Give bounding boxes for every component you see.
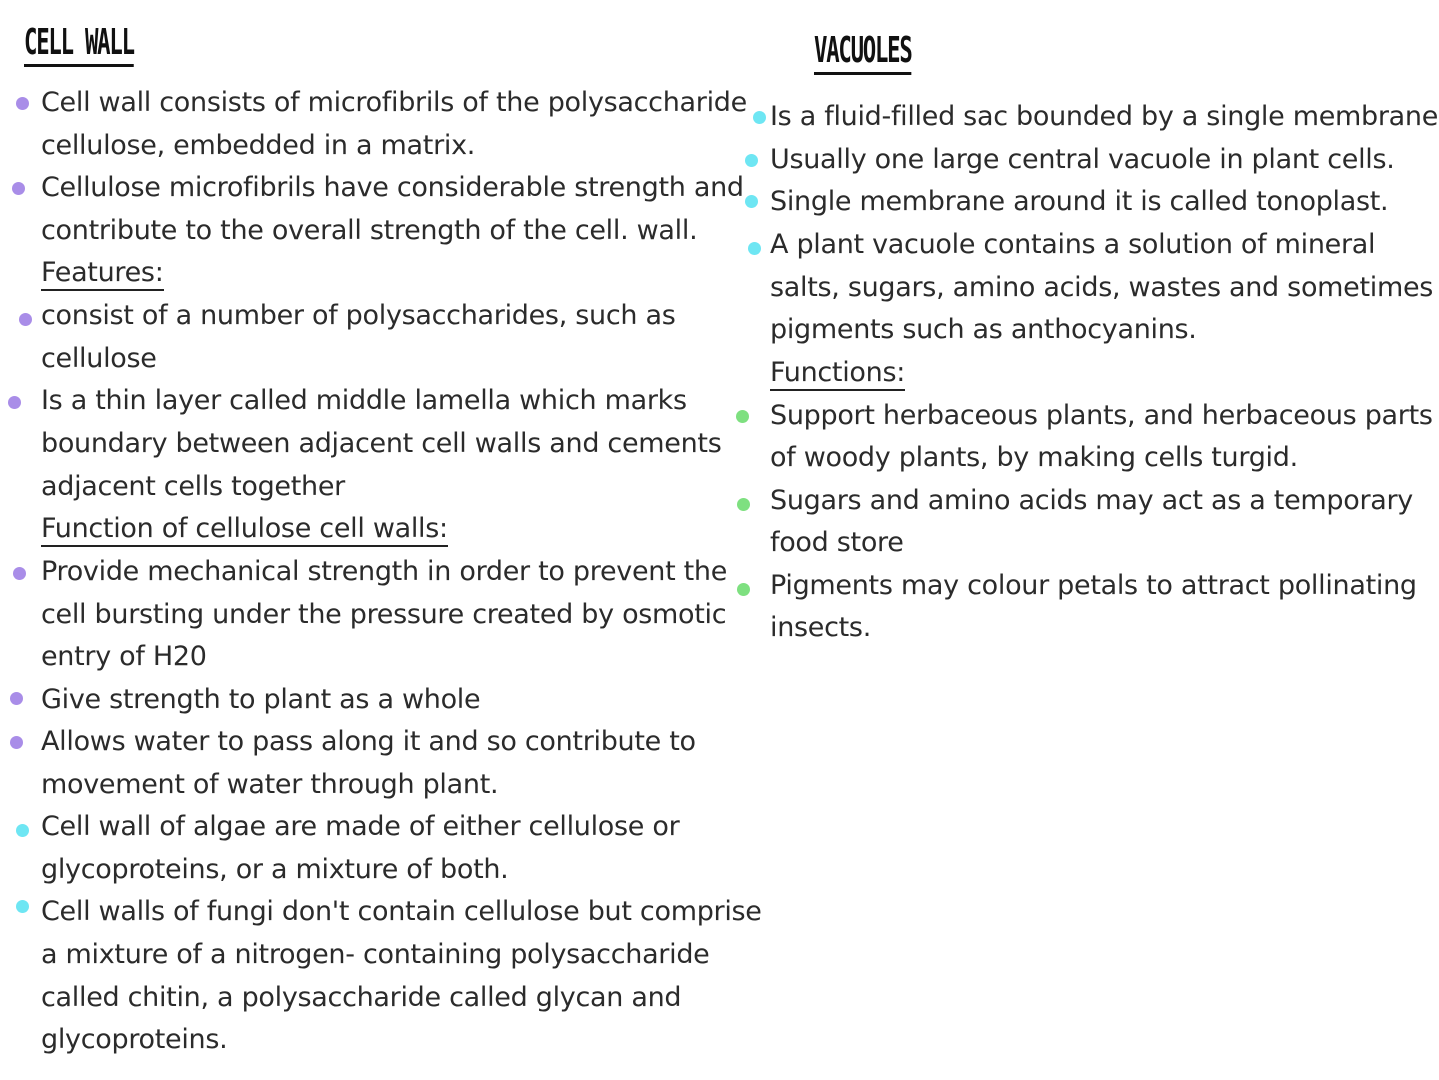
vacuoles-b7-line1: Pigments may colour petals to attract pollinating bbox=[770, 570, 1417, 601]
cell-wall-b8-line1: Cell wall of algae are made of either cellulose or bbox=[41, 811, 680, 842]
vacuoles-heading: VACUOLES bbox=[814, 32, 912, 75]
vacuoles-b4-line3: pigments such as anthocyanins. bbox=[770, 314, 1197, 345]
bullet-dot-icon bbox=[8, 396, 21, 409]
cell-wall-b7-line1: Allows water to pass along it and so contribute to bbox=[41, 726, 696, 757]
vacuoles-b6-line1: Sugars and amino acids may act as a temporary bbox=[770, 485, 1413, 516]
vacuoles-b2-line1: Usually one large central vacuole in plant cells. bbox=[770, 144, 1395, 175]
cell-wall-b4-line1: Is a thin layer called middle lamella which marks bbox=[41, 385, 687, 416]
features-subheading: Features: bbox=[41, 257, 164, 291]
bullet-dot-icon bbox=[16, 900, 29, 913]
cell-wall-b4-line2: boundary between adjacent cell walls and cements bbox=[41, 428, 722, 459]
cell-wall-b2-line2: contribute to the overall strength of the cell. wall. bbox=[41, 215, 698, 246]
bullet-dot-icon bbox=[16, 97, 29, 110]
bullet-dot-icon bbox=[19, 313, 32, 326]
functions-subheading: Functions: bbox=[770, 357, 905, 391]
vacuoles-b4-line2: salts, sugars, amino acids, wastes and sometimes bbox=[770, 272, 1434, 303]
bullet-dot-icon bbox=[745, 195, 758, 208]
cell-wall-b8-line2: glycoproteins, or a mixture of both. bbox=[41, 854, 509, 885]
bullet-dot-icon bbox=[748, 242, 761, 255]
vacuoles-b3-line1: Single membrane around it is called tonoplast. bbox=[770, 186, 1389, 217]
vacuoles-b5-line1: Support herbaceous plants, and herbaceous parts bbox=[770, 400, 1433, 431]
bullet-dot-icon bbox=[12, 182, 25, 195]
vacuoles-b6-line2: food store bbox=[770, 527, 904, 558]
vacuoles-b7-line2: insects. bbox=[770, 612, 871, 643]
vacuoles-b5-line2: of woody plants, by making cells turgid. bbox=[770, 442, 1298, 473]
cell-wall-b9-line1: Cell walls of fungi don't contain cellulose but comprise bbox=[41, 896, 762, 927]
cell-wall-b9-line3: called chitin, a polysaccharide called glycan and bbox=[41, 982, 682, 1013]
cell-wall-b4-line3: adjacent cells together bbox=[41, 471, 345, 502]
bullet-dot-icon bbox=[737, 498, 750, 511]
bullet-dot-icon bbox=[737, 583, 750, 596]
function-subheading: Function of cellulose cell walls: bbox=[41, 513, 448, 547]
cell-wall-b9-line2: a mixture of a nitrogen- containing polysaccharide bbox=[41, 939, 710, 970]
cell-wall-b9-line4: glycoproteins. bbox=[41, 1024, 228, 1055]
cell-wall-b5-line2: cell bursting under the pressure created by osmotic bbox=[41, 599, 727, 630]
bullet-dot-icon bbox=[736, 410, 749, 423]
vacuoles-b1-line1: Is a fluid-filled sac bounded by a single membrane bbox=[770, 101, 1439, 132]
vacuoles-b4-line1: A plant vacuole contains a solution of mineral bbox=[770, 229, 1376, 260]
cell-wall-heading: CELL WALL bbox=[24, 24, 134, 67]
bullet-dot-icon bbox=[10, 736, 23, 749]
cell-wall-b3-line2: cellulose bbox=[41, 343, 157, 374]
cell-wall-b1-line1: Cell wall consists of microfibrils of the polysaccharide bbox=[41, 87, 747, 118]
bullet-dot-icon bbox=[16, 824, 29, 837]
cell-wall-b6-line1: Give strength to plant as a whole bbox=[41, 684, 481, 715]
bullet-dot-icon bbox=[753, 111, 766, 124]
bullet-dot-icon bbox=[745, 154, 758, 167]
bullet-dot-icon bbox=[13, 567, 26, 580]
cell-wall-b5-line1: Provide mechanical strength in order to prevent the bbox=[41, 556, 728, 587]
cell-wall-b5-line3: entry of H20 bbox=[41, 641, 207, 672]
cell-wall-b3-line1: consist of a number of polysaccharides, such as bbox=[41, 300, 676, 331]
cell-wall-b7-line2: movement of water through plant. bbox=[41, 769, 499, 800]
cell-wall-b2-line1: Cellulose microfibrils have considerable strength and bbox=[41, 172, 744, 203]
cell-wall-b1-line2: cellulose, embedded in a matrix. bbox=[41, 130, 476, 161]
bullet-dot-icon bbox=[10, 692, 23, 705]
